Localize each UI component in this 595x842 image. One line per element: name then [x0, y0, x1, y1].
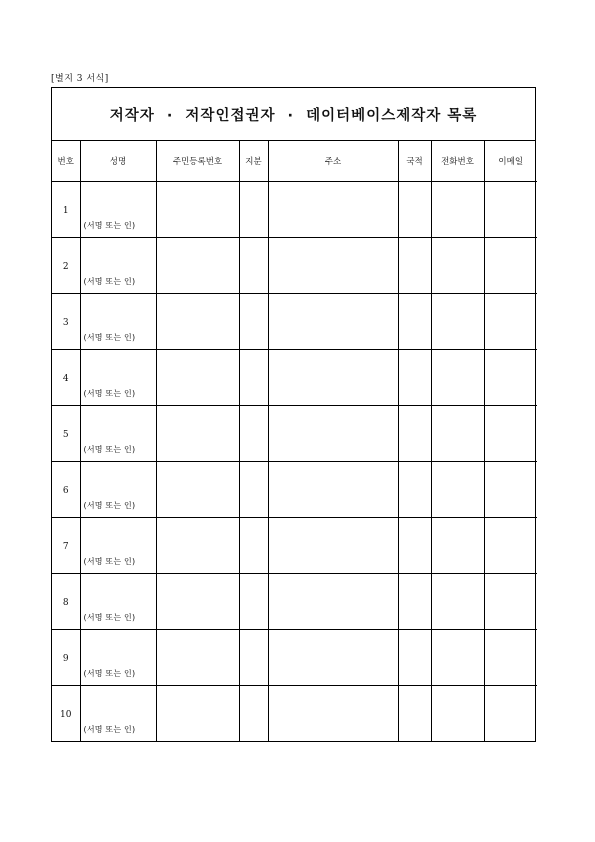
- row-number: 9: [62, 654, 69, 664]
- title-row: [52, 88, 535, 141]
- phone-cell[interactable]: [431, 630, 484, 686]
- email-cell[interactable]: [484, 182, 537, 238]
- address-cell[interactable]: [268, 406, 398, 462]
- phone-cell[interactable]: [431, 686, 484, 742]
- email-cell[interactable]: [484, 518, 537, 574]
- name-cell[interactable]: [80, 574, 156, 630]
- phone-cell[interactable]: [431, 406, 484, 462]
- row-number-cell: [52, 686, 80, 742]
- row-number-cell: [52, 350, 80, 406]
- share-cell[interactable]: [239, 294, 268, 350]
- resident-number-cell[interactable]: [156, 518, 239, 574]
- header-email: 이메일: [484, 141, 537, 182]
- row-number: 3: [62, 318, 69, 328]
- row-number: 7: [62, 542, 69, 552]
- table-row: [52, 294, 537, 350]
- phone-cell[interactable]: [431, 518, 484, 574]
- table-row: [52, 630, 537, 686]
- row-number: 6: [62, 486, 69, 496]
- phone-cell[interactable]: [431, 238, 484, 294]
- email-cell[interactable]: [484, 462, 537, 518]
- signature-label: (서명 또는 인): [83, 557, 136, 566]
- share-cell[interactable]: [239, 406, 268, 462]
- form-title: 저작자 · 저작인접권자 · 데이터베이스제작자 목록: [109, 107, 478, 124]
- address-cell[interactable]: [268, 294, 398, 350]
- nationality-cell[interactable]: [398, 574, 431, 630]
- resident-number-cell[interactable]: [156, 630, 239, 686]
- name-cell[interactable]: [80, 406, 156, 462]
- nationality-cell[interactable]: [398, 406, 431, 462]
- signature-label: (서명 또는 인): [83, 669, 136, 678]
- signature-label: (서명 또는 인): [83, 333, 136, 342]
- signature-label: (서명 또는 인): [83, 389, 136, 398]
- resident-number-cell[interactable]: [156, 294, 239, 350]
- signature-label: (서명 또는 인): [83, 725, 136, 734]
- email-cell[interactable]: [484, 350, 537, 406]
- resident-number-cell[interactable]: [156, 406, 239, 462]
- table-row: [52, 182, 537, 238]
- header-phone: 전화번호: [431, 141, 484, 182]
- name-cell[interactable]: [80, 294, 156, 350]
- share-cell[interactable]: [239, 518, 268, 574]
- resident-number-cell[interactable]: [156, 462, 239, 518]
- share-cell[interactable]: [239, 238, 268, 294]
- share-cell[interactable]: [239, 574, 268, 630]
- row-number: 2: [62, 262, 69, 272]
- header-number: 번호: [52, 141, 80, 182]
- email-cell[interactable]: [484, 686, 537, 742]
- form-number-label: [별지 3 서식]: [51, 74, 109, 84]
- nationality-cell[interactable]: [398, 238, 431, 294]
- header-resident-number: 주민등록번호: [156, 141, 239, 182]
- signature-label: (서명 또는 인): [83, 221, 136, 230]
- share-cell[interactable]: [239, 686, 268, 742]
- table-row: [52, 574, 537, 630]
- row-number-cell: [52, 630, 80, 686]
- row-number: 4: [62, 374, 69, 384]
- address-cell[interactable]: [268, 238, 398, 294]
- email-cell[interactable]: [484, 238, 537, 294]
- resident-number-cell[interactable]: [156, 574, 239, 630]
- share-cell[interactable]: [239, 462, 268, 518]
- name-cell[interactable]: [80, 630, 156, 686]
- address-cell[interactable]: [268, 574, 398, 630]
- row-number-cell: [52, 406, 80, 462]
- row-number-cell: [52, 294, 80, 350]
- form-container: [51, 87, 536, 742]
- phone-cell[interactable]: [431, 294, 484, 350]
- nationality-cell[interactable]: [398, 294, 431, 350]
- name-cell[interactable]: [80, 350, 156, 406]
- row-number-cell: [52, 182, 80, 238]
- email-cell[interactable]: [484, 294, 537, 350]
- header-name: 성명: [80, 141, 156, 182]
- name-cell[interactable]: [80, 686, 156, 742]
- address-cell[interactable]: [268, 350, 398, 406]
- row-number-cell: [52, 238, 80, 294]
- name-cell[interactable]: [80, 518, 156, 574]
- row-number-cell: [52, 574, 80, 630]
- phone-cell[interactable]: [431, 574, 484, 630]
- signature-label: (서명 또는 인): [83, 277, 136, 286]
- signature-label: (서명 또는 인): [83, 445, 136, 454]
- address-cell[interactable]: [268, 518, 398, 574]
- name-cell[interactable]: [80, 182, 156, 238]
- row-number: 8: [62, 598, 69, 608]
- rights-holder-table: [52, 141, 537, 741]
- header-row: [52, 141, 537, 182]
- table-row: [52, 518, 537, 574]
- address-cell[interactable]: [268, 630, 398, 686]
- row-number: 1: [62, 206, 69, 216]
- phone-cell[interactable]: [431, 462, 484, 518]
- header-nationality: 국적: [398, 141, 431, 182]
- email-cell[interactable]: [484, 406, 537, 462]
- name-cell[interactable]: [80, 238, 156, 294]
- row-number-cell: [52, 518, 80, 574]
- nationality-cell[interactable]: [398, 350, 431, 406]
- email-cell[interactable]: [484, 630, 537, 686]
- resident-number-cell[interactable]: [156, 350, 239, 406]
- nationality-cell[interactable]: [398, 686, 431, 742]
- header-address: 주소: [268, 141, 398, 182]
- share-cell[interactable]: [239, 182, 268, 238]
- nationality-cell[interactable]: [398, 518, 431, 574]
- phone-cell[interactable]: [431, 182, 484, 238]
- table-row: [52, 462, 537, 518]
- share-cell[interactable]: [239, 630, 268, 686]
- row-number-cell: [52, 462, 80, 518]
- nationality-cell[interactable]: [398, 462, 431, 518]
- address-cell[interactable]: [268, 182, 398, 238]
- resident-number-cell[interactable]: [156, 238, 239, 294]
- row-number: 10: [60, 710, 72, 720]
- nationality-cell[interactable]: [398, 630, 431, 686]
- address-cell[interactable]: [268, 686, 398, 742]
- email-cell[interactable]: [484, 574, 537, 630]
- row-number: 5: [62, 430, 69, 440]
- share-cell[interactable]: [239, 350, 268, 406]
- signature-label: (서명 또는 인): [83, 501, 136, 510]
- table-row: [52, 238, 537, 294]
- phone-cell[interactable]: [431, 350, 484, 406]
- table-row: [52, 350, 537, 406]
- address-cell[interactable]: [268, 462, 398, 518]
- name-cell[interactable]: [80, 462, 156, 518]
- header-share: 지분: [239, 141, 268, 182]
- resident-number-cell[interactable]: [156, 686, 239, 742]
- table-row: [52, 406, 537, 462]
- resident-number-cell[interactable]: [156, 182, 239, 238]
- table-row: [52, 686, 537, 742]
- nationality-cell[interactable]: [398, 182, 431, 238]
- signature-label: (서명 또는 인): [83, 613, 136, 622]
